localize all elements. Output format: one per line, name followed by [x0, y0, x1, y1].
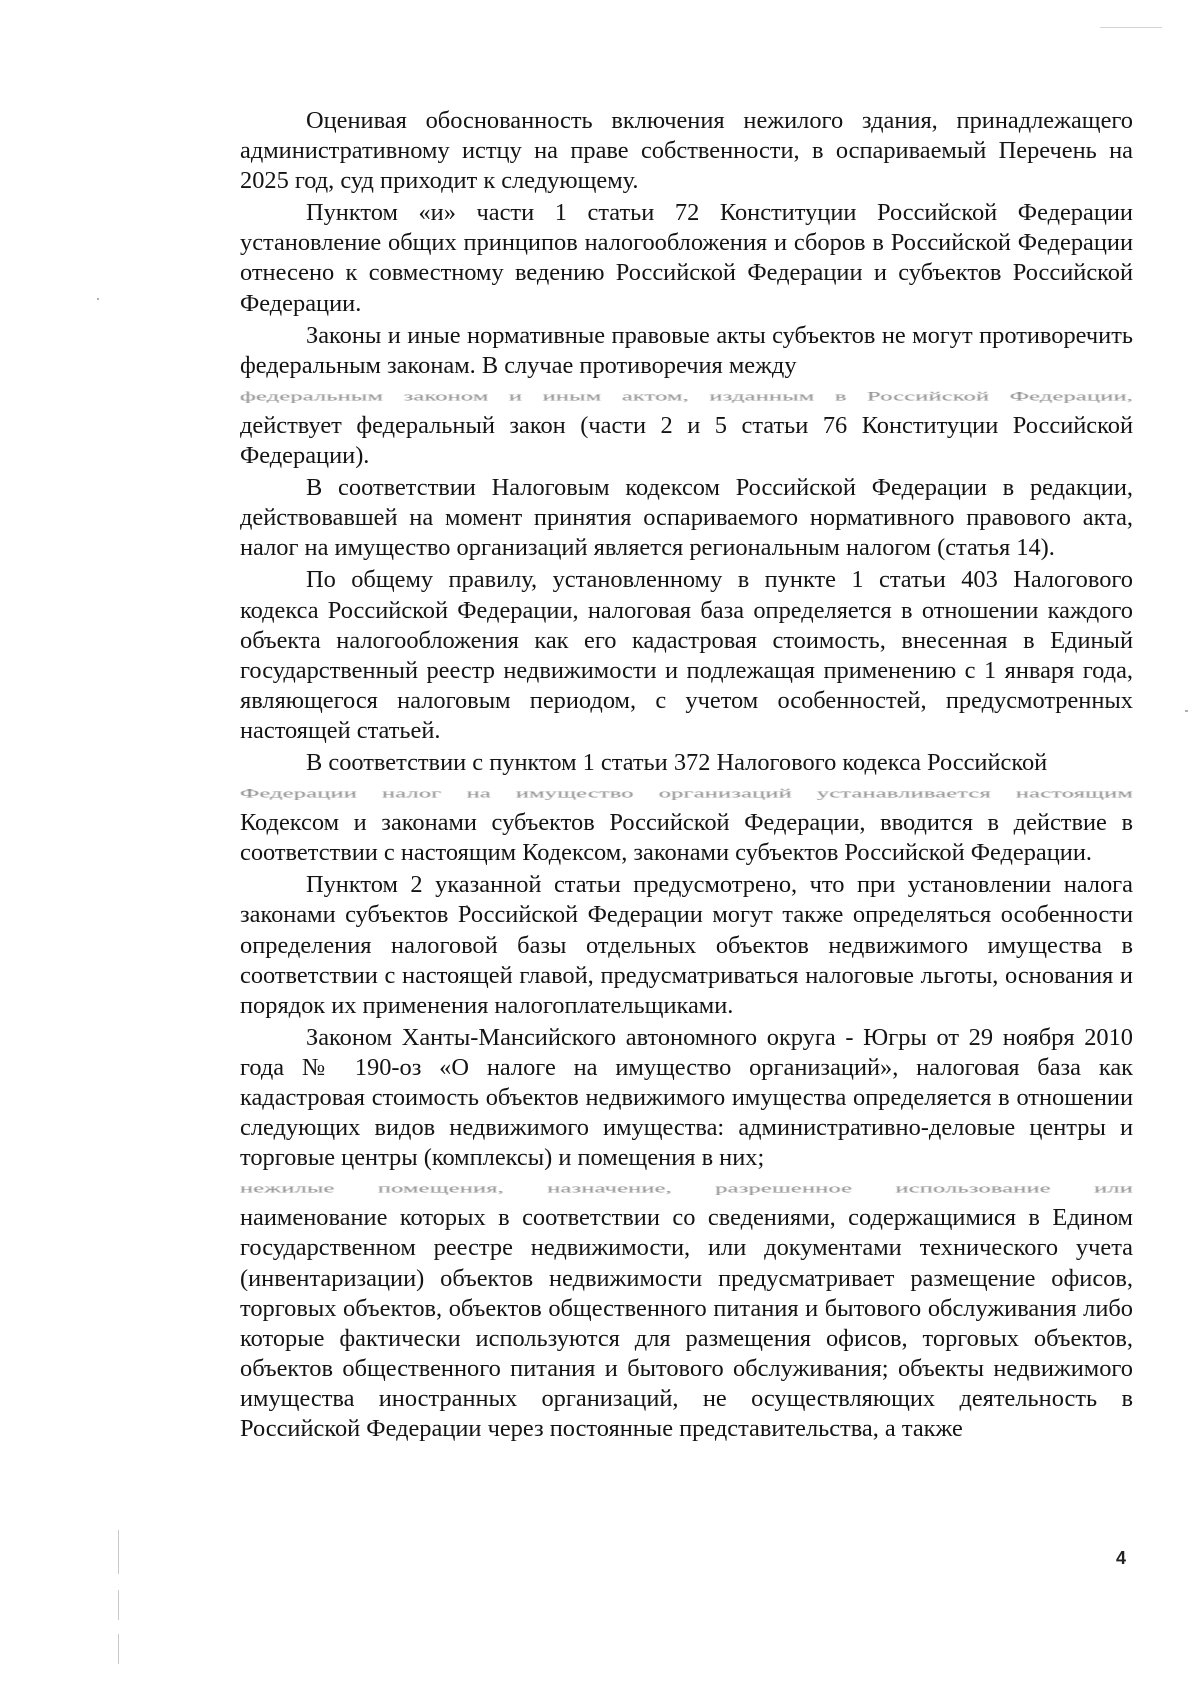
- faded-scan-line: Федерации налог на имущество организаций устанавливается настоящим: [240, 786, 1133, 801]
- paragraph: Оценивая обоснованность включения нежилого здания, принадлежащего административному истцу на праве собственности, в оспариваемый Перечень на 2025 год, суд приходит к следующему.: [240, 107, 1133, 195]
- faded-scan-line: федеральным законом и иным актом, изданным в Российской Федерации,: [240, 389, 1133, 404]
- paragraph-text: наименование которых в соответствии со сведениями, содержащимися в Едином государственном реестре недвижимости, или документами технического учета (инвентаризации) объектов недвижимости предусматривает размещение офисов, торговых объектов, объектов общественного питания и бытового обслуживания либо которые фактически используются для размещения офисов, торговых объектов, объектов общественного питания и бытового обслуживания; объекты недвижимого имущества иностранных организаций, не осуществляющих деятельность в Российской Федерации через постоянные представительства, а также: [240, 1204, 1133, 1443]
- scan-artifact: [118, 1634, 119, 1664]
- paragraph: [240, 321, 1133, 471]
- scan-artifact: [1100, 27, 1162, 28]
- paragraph-text: действует федеральный закон (части 2 и 5 статьи 76 Конституции Российской Федерации).: [240, 411, 1133, 470]
- paragraph-text: Кодексом и законами субъектов Российской Федерации, вводится в действие в соответствии с настоящим Кодексом, законами субъектов Российской Федерации.: [240, 809, 1133, 867]
- paragraph: [240, 748, 1133, 868]
- scan-artifact: [1185, 710, 1188, 712]
- paragraph: Пунктом 2 указанной статьи предусмотрено, что при установлении налога законами субъектов Российской Федерации могут также определяться особенности определения налоговой базы отдельных объектов недвижимого имущества в соответствии с настоящей главой, предусматриваться налоговые льготы, основания и порядок их применения налогоплательщиками.: [240, 871, 1133, 1019]
- scan-artifact: [118, 1590, 119, 1620]
- paragraph-text: Законом Ханты-Мансийского автономного округа - Югры от 29 ноября 2010 года № 190-оз «О налоге на имущество организаций», налоговая база как кадастровая стоимость объектов недвижимого имущества определяется в отношении следующих видов недвижимого имущества: административно-деловые центры и торговые центры (комплексы) и помещения в них;: [240, 1023, 1133, 1172]
- faded-scan-line: нежилые помещения, назначение, разрешенное использование или: [240, 1182, 1133, 1196]
- document-body: [240, 106, 1133, 1446]
- paragraph: [240, 1023, 1133, 1444]
- paragraph-text: В соответствии с пунктом 1 статьи 372 Налогового кодекса Российской: [306, 748, 1048, 776]
- paragraph: В соответствии Налоговым кодексом Российской Федерации в редакции, действовавшей на момент принятия оспариваемого нормативного правового акта, налог на имущество организаций является региональным налогом (статья 14).: [240, 474, 1133, 562]
- scan-artifact: [97, 298, 99, 300]
- paragraph: По общему правилу, установленному в пункте 1 статьи 403 Налогового кодекса Российской Федерации, налоговая база определяется в отношении каждого объекта налогообложения как его кадастровая стоимость, внесенная в Единый государственный реестр недвижимости и подлежащая применению с 1 января года, являющегося налоговым периодом, с учетом особенностей, предусмотренных настоящей статьей.: [240, 566, 1133, 744]
- scan-artifact: [118, 1530, 119, 1574]
- paragraph-text: Законы и иные нормативные правовые акты субъектов не могут противоречить федеральным законам. В случае противоречия между: [240, 321, 1133, 379]
- paragraph: Пунктом «и» части 1 статьи 72 Конституции Российской Федерации установление общих принципов налогообложения и сборов в Российской Федерации отнесено к совместному ведению Российской Федерации и субъектов Российской Федерации.: [240, 199, 1133, 317]
- page-number: 4: [1116, 1548, 1127, 1568]
